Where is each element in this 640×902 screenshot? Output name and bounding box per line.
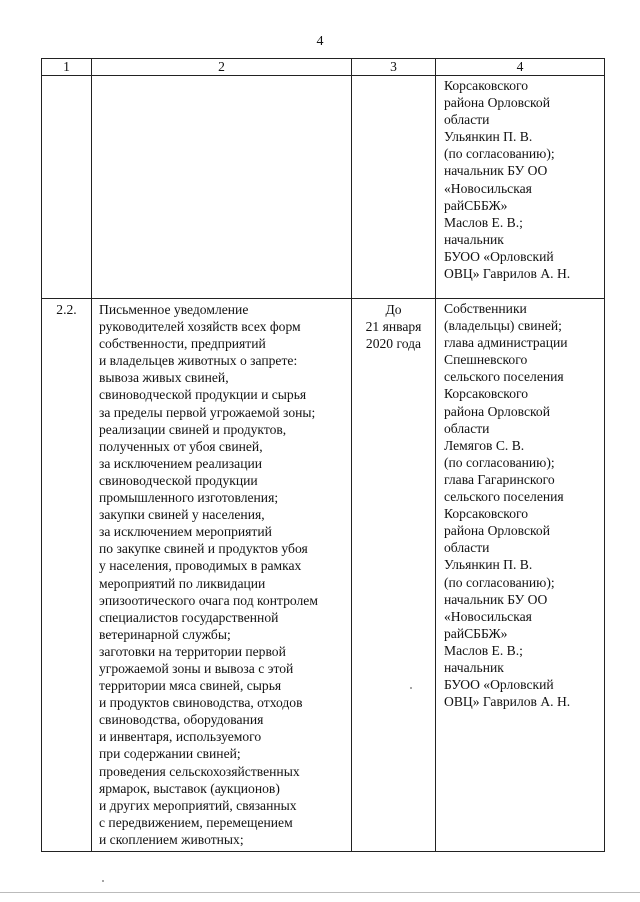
header-cell-1: 1 — [42, 59, 92, 76]
scan-edge-line — [0, 892, 640, 893]
scan-speck — [102, 880, 104, 882]
page-number: 4 — [316, 34, 324, 49]
header-cell-2: 2 — [92, 59, 352, 76]
responsible-cell: Корсаковского района Орловской области Ульянкин П. В. (по согласованию); начальник БУ ОО «Новосильская райСББЖ» Маслов Е. В.; начальник БУОО «Орловский ОВЦ» Гаврилов А. Н. — [436, 76, 605, 299]
header-cell-3: 3 — [352, 59, 436, 76]
responsible-cell: Собственники (владельцы) свиней; глава администрации Спешневского сельского поселения Корсаковского района Орловской области Лемягов С. В. (по согласованию); глава Гагаринского сельского поселения Корсаковского района Орловской области Ульянкин П. В. (по согласованию); начальник БУ ОО «Новосильская райСББЖ» Маслов Е. В.; начальник БУОО «Орловский ОВЦ» Гаврилов А. Н. — [436, 299, 605, 852]
scan-speck — [410, 687, 412, 689]
deadline-cell — [352, 76, 436, 299]
measures-table — [41, 58, 605, 852]
row-number-cell: 2.2. — [42, 299, 92, 852]
deadline-cell: До 21 января 2020 года — [352, 299, 436, 852]
table-row — [42, 76, 605, 299]
row-number-cell — [42, 76, 92, 299]
action-cell: Письменное уведомление руководителей хозяйств всех форм собственности, предприятий и владельцев животных о запрете: вывоза живых свиней, свиноводческой продукции и сырья за пределы первой угрожаемой зоны; реализации свиней и продуктов, полученных от убоя свиней, за исключением реализации свиноводческой продукции промышленного изготовления; закупки свиней у населения, за исключением мероприятий по закупке свиней и продуктов убоя у населения, проводимых в рамках мероприятий по ликвидации эпизоотического очага под контролем специалистов государственной ветеринарной службы; заготовки на территории первой угрожаемой зоны и вывоза с этой территории мяса свиней, сырья и продуктов свиноводства, отходов свиноводства, оборудования и инвентаря, используемого при содержании свиней; проведения сельскохозяйственных ярмарок, выставок (аукционов) и других мероприятий, связанных с передвижением, перемещением и скоплением животных; — [92, 299, 352, 852]
table-row — [42, 299, 605, 852]
header-cell-4: 4 — [436, 59, 605, 76]
table-header-row — [42, 59, 605, 76]
action-cell — [92, 76, 352, 299]
